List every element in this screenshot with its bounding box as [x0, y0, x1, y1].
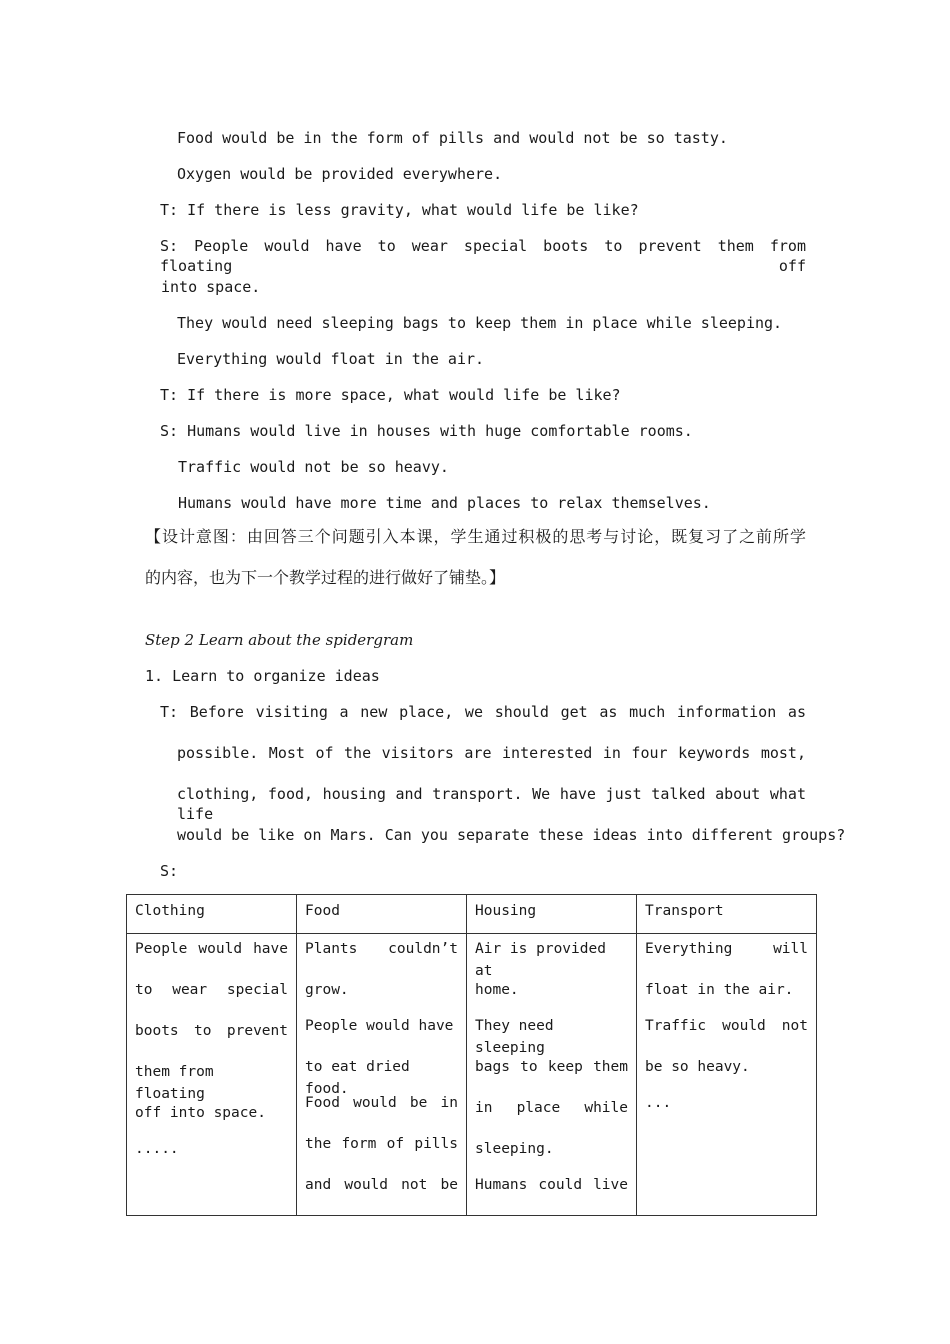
teacher-instruction: clothing, food, housing and transport. We have just talked about what life	[177, 785, 806, 823]
cell-line: them from floating	[135, 1064, 214, 1102]
cell-line: ...	[645, 1095, 672, 1111]
teacher-instruction: would be like on Mars. Can you separate these ideas into different groups?	[177, 826, 846, 844]
cell-transport	[637, 934, 817, 1216]
answer-line: Traffic would not be so heavy.	[178, 458, 449, 476]
cell-line: boots to prevent	[135, 1023, 288, 1039]
cell-line: Traffic would not	[645, 1018, 808, 1034]
cell-line: Air is provided at	[475, 941, 606, 979]
teacher-instruction: T: Before visiting a new place, we should get as much information as	[160, 703, 806, 721]
cell-clothing	[127, 934, 297, 1216]
header-food: Food	[297, 895, 467, 934]
cell-line: to wear special	[135, 982, 288, 998]
step-heading: Step 2 Learn about the spidergram	[145, 631, 414, 649]
cell-housing	[467, 934, 637, 1216]
list-item: 1. Learn to organize ideas	[145, 667, 380, 685]
cell-line: They need sleeping	[475, 1018, 554, 1056]
teacher-question: T: If there is less gravity, what would life be like?	[160, 201, 639, 219]
cell-line: bags to keep them	[475, 1059, 628, 1075]
cell-line: the form of pills	[305, 1136, 458, 1152]
cell-food	[297, 934, 467, 1216]
cell-line: in place while	[475, 1100, 628, 1116]
teacher-question: T: If there is more space, what would life be like?	[160, 386, 621, 404]
cell-line: Plants couldn’t	[305, 941, 458, 957]
teacher-instruction: possible. Most of the visitors are interested in four keywords most,	[177, 744, 806, 762]
cell-line: Food would be in	[305, 1095, 458, 1111]
student-answer: S: Humans would live in houses with huge comfortable rooms.	[160, 422, 693, 440]
cell-line: and would not be	[305, 1177, 458, 1193]
student-label: S:	[160, 862, 179, 880]
answer-line: Food would be in the form of pills and would not be so tasty.	[177, 129, 728, 147]
design-intent-cont: 的内容，也为下一个教学过程的进行做好了铺垫。】	[145, 568, 506, 587]
answer-line: Humans would have more time and places to relax themselves.	[178, 494, 711, 512]
cell-line: grow.	[305, 982, 349, 998]
cell-line: .....	[135, 1141, 179, 1157]
table-header-row	[127, 895, 817, 934]
cell-line: float in the air.	[645, 982, 794, 998]
cell-line: People would have	[135, 941, 288, 957]
cell-line: to eat dried food.	[305, 1059, 410, 1097]
header-housing: Housing	[467, 895, 637, 934]
table-row	[127, 934, 817, 1216]
cell-line: People would have	[305, 1018, 454, 1034]
header-clothing: Clothing	[127, 895, 297, 934]
header-transport: Transport	[637, 895, 817, 934]
cell-line: Everything will	[645, 941, 808, 957]
cell-line: home.	[475, 982, 519, 998]
cell-line: off into space.	[135, 1105, 266, 1121]
answer-line: They would need sleeping bags to keep them in place while sleeping.	[177, 314, 783, 332]
design-intent: 【设计意图：由回答三个问题引入本课，学生通过积极的思考与讨论，既复习了之前所学	[145, 527, 806, 546]
answer-line: Everything would float in the air.	[177, 350, 485, 368]
cell-line: sleeping.	[475, 1141, 554, 1157]
student-answer: S: People would have to wear special boots to prevent them from floating off	[160, 237, 806, 275]
cell-line: be so heavy.	[645, 1059, 750, 1075]
cell-line: Humans could live	[475, 1177, 628, 1193]
ideas-table	[126, 894, 817, 1216]
student-answer-cont: into space.	[161, 278, 261, 296]
answer-line: Oxygen would be provided everywhere.	[177, 165, 503, 183]
